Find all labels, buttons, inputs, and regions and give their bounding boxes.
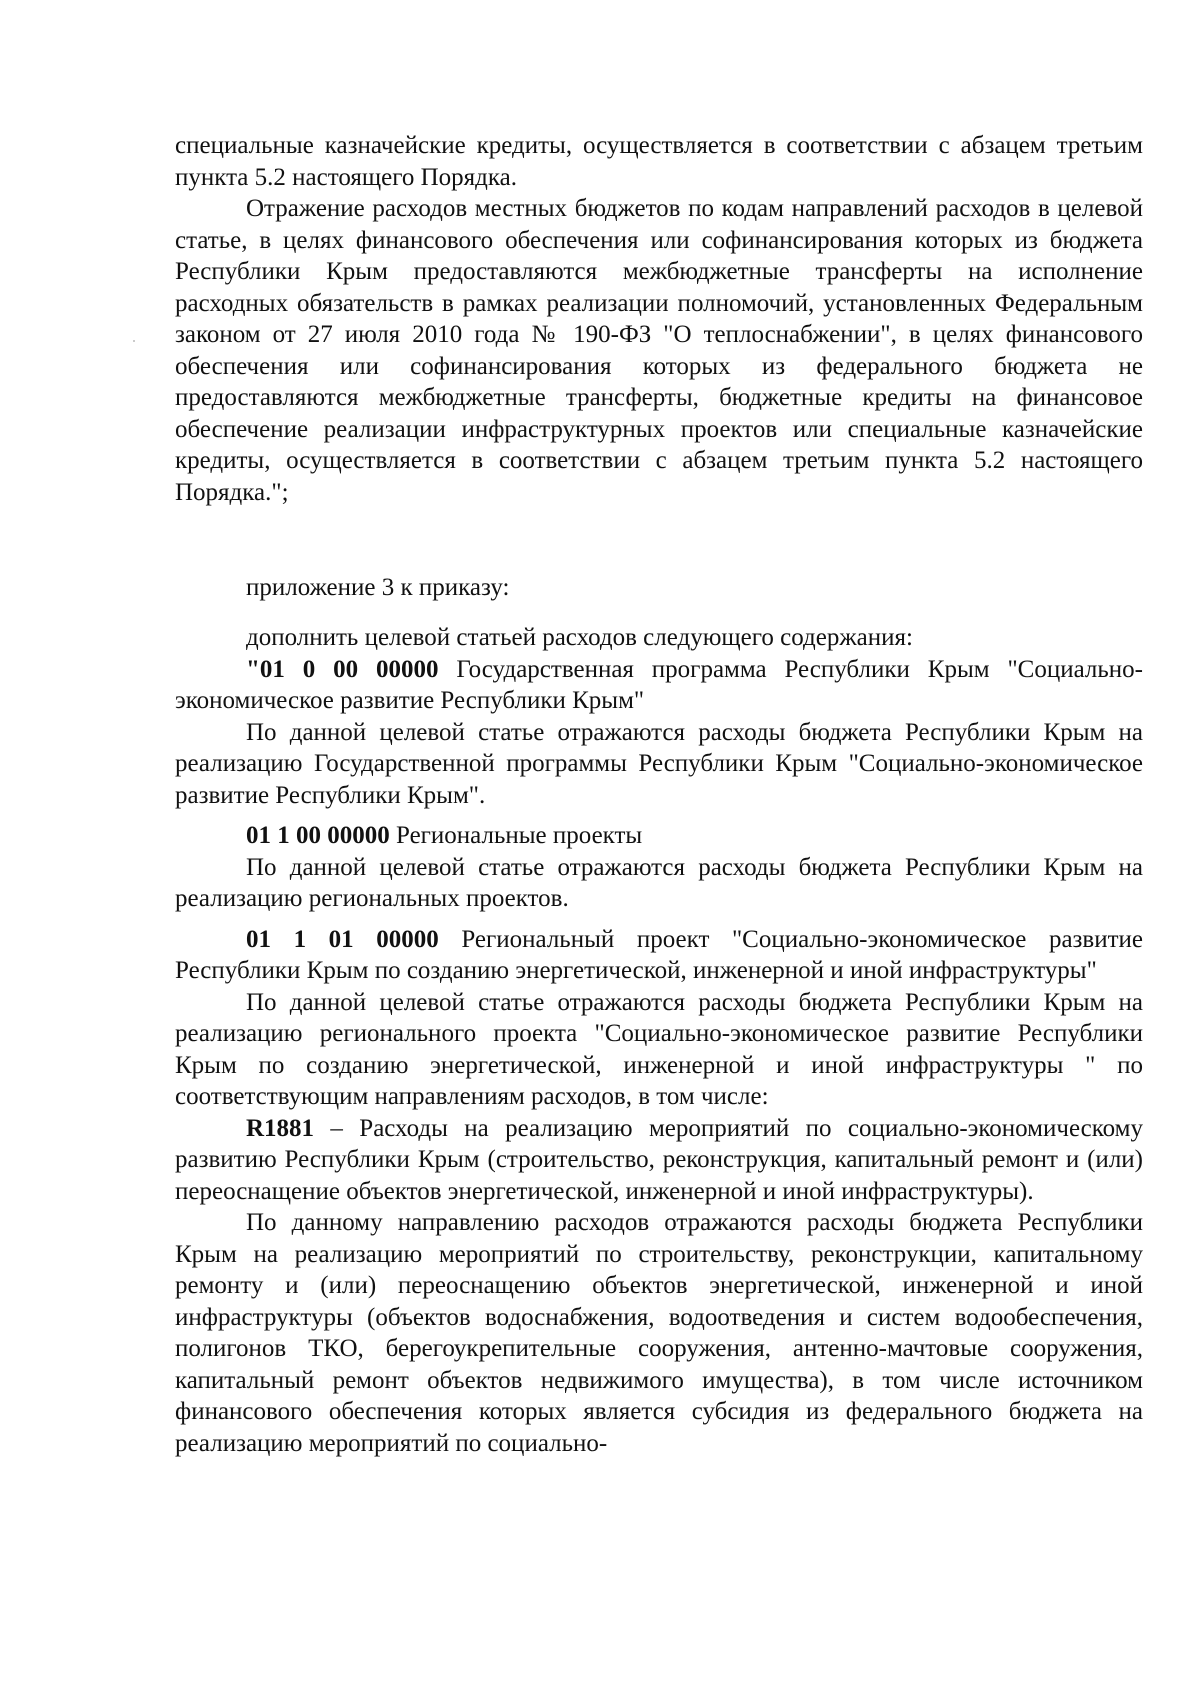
article-01-1-00-00000 (175, 820, 1143, 852)
article-description: По данной целевой статье отражаются расходы бюджета Республики Крым на реализацию регионального проекта "Социально-экономическое развитие Республики Крым по созданию энергетической, инженерной и иной инфраструктуры " по соответствующим направлениям расходов, в том числе: (175, 988, 1143, 1110)
direction-R1881 (175, 1113, 1143, 1208)
appendix-heading: приложение 3 к приказу: (246, 574, 510, 601)
intro-paragraph: дополнить целевой статьей расходов следующего содержания: (246, 624, 913, 651)
article-code: "01 0 00 00000 (246, 655, 439, 683)
direction-title: – Расходы на реализацию мероприятий по социально-экономическому развитию Республики Крым (строительство, реконструкция, капитальный ремонт и (или) переоснащение объектов энергетической, инженерной и иной инфраструктуры). (175, 1114, 1143, 1205)
article-01-1-01-00000 (175, 924, 1143, 987)
article-description: По данной целевой статье отражаются расходы бюджета Республики Крым на реализацию Государственной программы Республики Крым "Социально-экономическое развитие Республики Крым". (175, 718, 1143, 809)
article-code: 01 1 01 00000 (246, 925, 439, 953)
article-01-0-00-00000 (175, 654, 1143, 717)
target-articles-block (175, 622, 1143, 1459)
local-budget-paragraph: Отражение расходов местных бюджетов по кодам направлений расходов в целевой статье, в целях финансового обеспечения или софинансирования которых из бюджета Республики Крым предоставляются межбюджетные трансферты на исполнение расходных обязательств в рамках реализации полномочий, установленных Федеральным законом от 27 июля 2010 года № 190-ФЗ "О теплоснабжении", в целях финансового обеспечения или софинансирования которых из федерального бюджета не предоставляются межбюджетные трансферты, бюджетные кредиты на финансовое обеспечение реализации инфраструктурных проектов или специальные казначейские кредиты, осуществляется в соответствии с абзацем третьим пункта 5.2 настоящего Порядка."; (175, 195, 1143, 506)
article-title: Региональные проекты (389, 822, 643, 849)
article-title: Региональный проект "Социально-экономическое развитие Республики Крым по созданию энергетической, инженерной и иной инфраструктуры" (175, 925, 1143, 984)
appendix-heading-block (175, 572, 1143, 604)
scan-artifact-dot (133, 340, 135, 342)
direction-description: По данному направлению расходов отражаются расходы бюджета Республики Крым на реализацию мероприятий по строительству, реконструкции, капитальному ремонту и (или) переоснащению объектов энергетической, инженерной и иной инфраструктуры (объектов водоснабжения, водоотведения и систем водообеспечения, полигонов ТКО, берегоукрепительные сооружения, антенно-мачтовые сооружения, капитальный ремонт объектов недвижимого имущества), в том числе источником финансового обеспечения которых является субсидия из федерального бюджета на реализацию мероприятий по социально- (175, 1209, 1143, 1457)
direction-code: R1881 (246, 1114, 315, 1142)
article-code: 01 1 00 00000 (246, 822, 390, 849)
article-description: По данной целевой статье отражаются расходы бюджета Республики Крым на реализацию региональных проектов. (175, 853, 1143, 912)
continuation-block (175, 130, 1143, 508)
continuation-paragraph: специальные казначейские кредиты, осуществляется в соответствии с абзацем третьим пункта 5.2 настоящего Порядка. (175, 132, 1143, 191)
article-title: Государственная программа Республики Крым "Социально-экономическое развитие Республики Крым" (175, 655, 1143, 714)
